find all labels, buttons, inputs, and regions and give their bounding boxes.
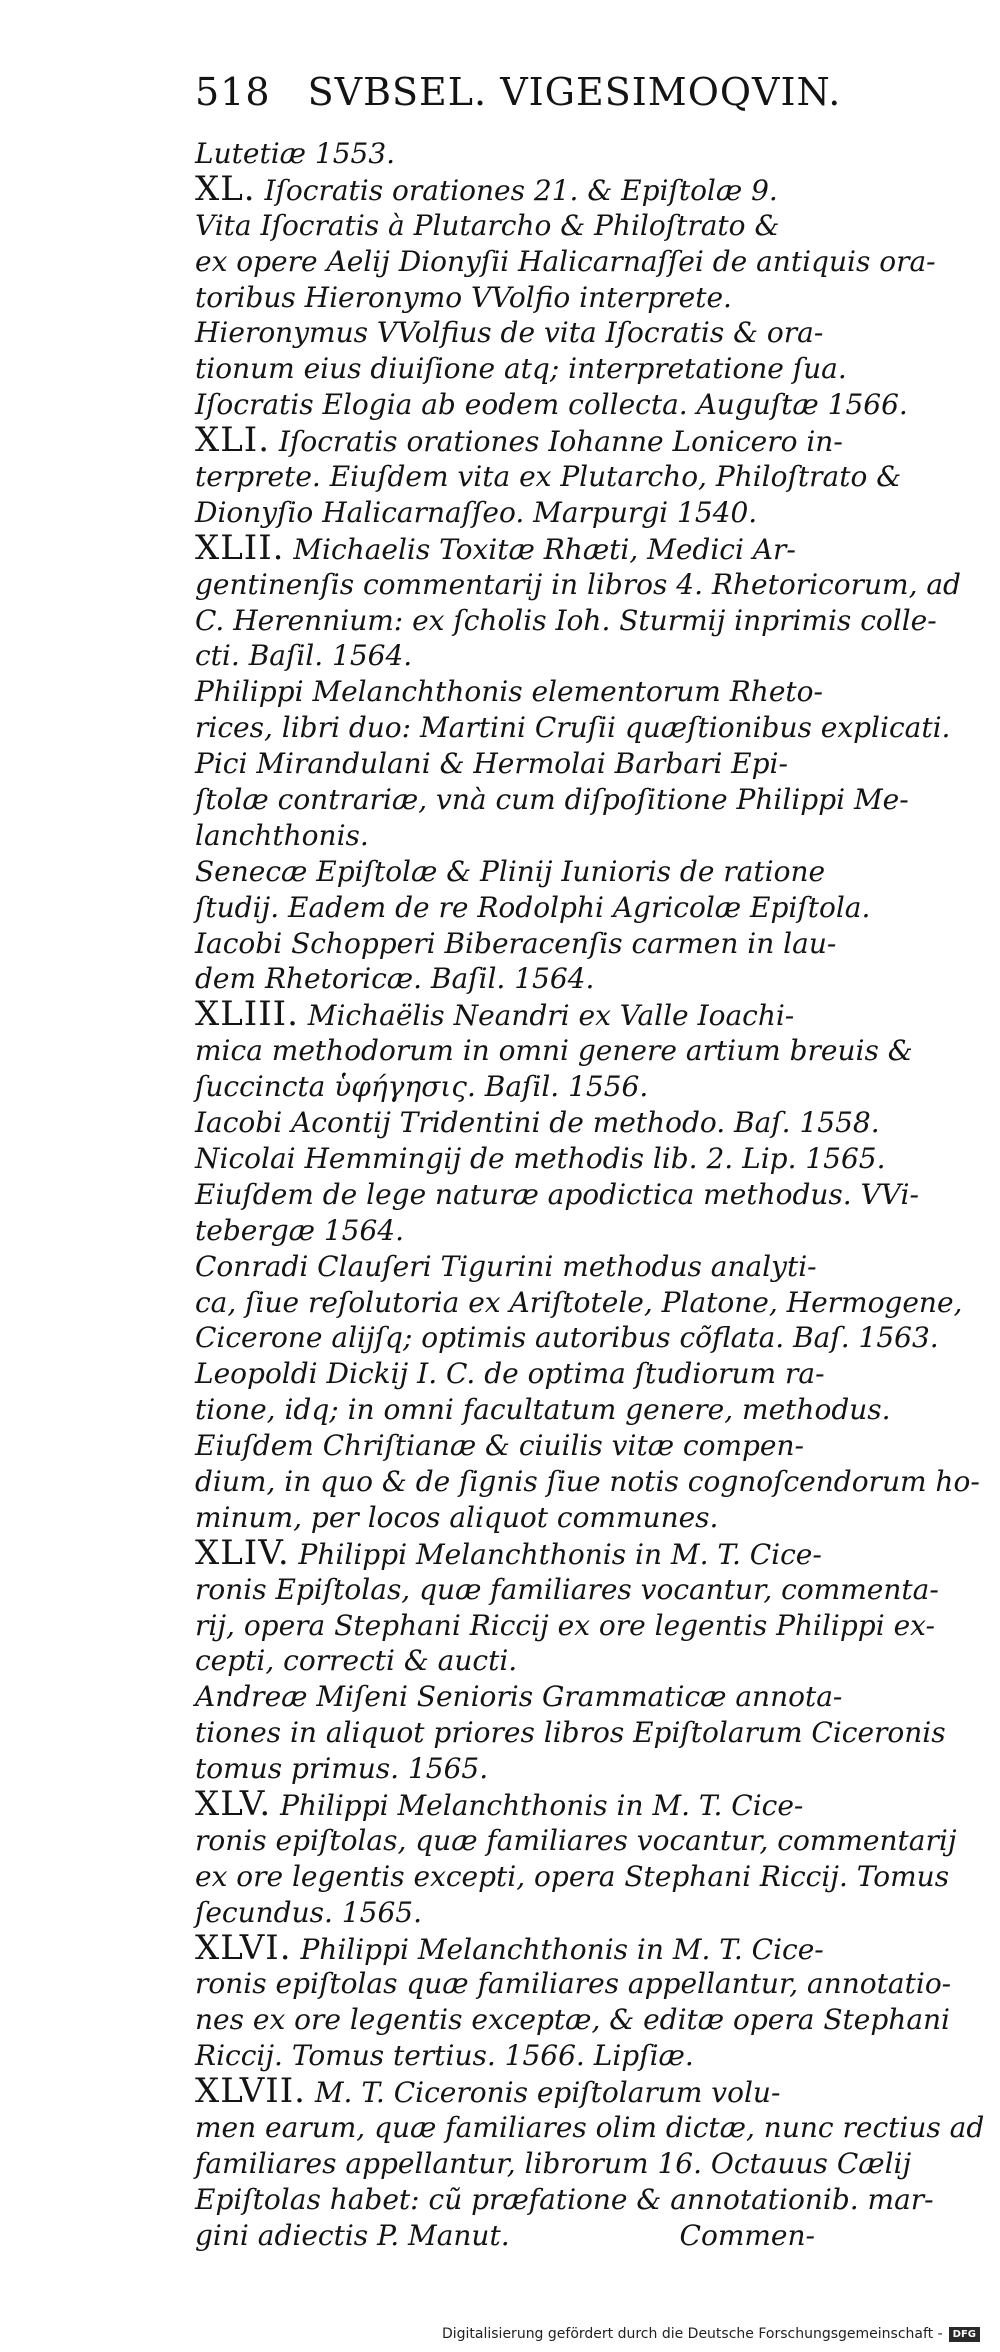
text-line: tomus primus. 1565. [195,1752,489,1786]
text-line: Pici Mirandulani & Hermolai Barbari Epi- [195,747,788,781]
entry-number: XLI. [195,420,271,461]
text-line: XLVII. M. T. Ciceronis epiſtolarum volu- [195,2071,781,2112]
entry-number: XLVII. [195,2071,306,2112]
text-line: cepti, correcti & aucti. [195,1644,518,1678]
text-line: lanchthonis. [195,818,369,852]
text-line: XLVI. Philippi Melanchthonis in M. T. Cice- [195,1927,824,1968]
text-line: XL. Iſocratis orationes 21. & Epiſtolæ 9. [195,168,778,209]
text-line: ronis epiſtolas, quæ familiares vocantur, commentarij [195,1823,957,1857]
text-line: Riccij. Tomus tertius. 1566. Lipſiæ. [195,2039,694,2073]
text-line: Iacobi Schopperi Biberacenſis carmen in lau- [195,926,837,960]
text-line: XLII. Michaelis Toxitæ Rhæti, Medici Ar- [195,527,796,568]
text-line: ex opere Aelij Dionyſii Halicarnaſſei de antiquis ora- [195,244,936,278]
text-line: Hieronymus VVolfius de vita Iſocratis & ora- [195,316,824,350]
text-line: XLIV. Philippi Melanchthonis in M. T. Cice- [195,1532,822,1573]
footer-credit: Digitalisierung gefördert durch die Deutsche Forschungsgemeinschaft - [441,2326,943,2342]
entry-number: XLIV. [195,1532,290,1573]
text-line: toribus Hieronymo VVolfio interprete. [195,280,732,314]
text-line: tione, idq; in omni facultatum genere, methodus. [195,1393,891,1427]
text-line: ronis epiſtolas quæ familiares appellantur, annotatio- [195,1967,952,2001]
text-line: Iacobi Acontij Tridentini de methodo. Baſ. 1558. [195,1106,880,1140]
text-line: XLIII. Michaëlis Neandri ex Valle Ioachi- [195,994,795,1035]
text-line: Nicolai Hemmingij de methodis lib. 2. Lip. 1565. [195,1141,886,1175]
digitization-footer [442,2326,980,2342]
body-text [195,136,985,2218]
text-line: Iſocratis Elogia ab eodem collecta. Auguſtæ 1566. [195,388,908,422]
text-line: ſtolæ contrariæ, vnà cum diſpoſitione Philippi Me- [195,783,909,817]
text-line: dium, in quo & de ſignis ſiue notis cognoſcendorum ho- [195,1464,980,1498]
text-line: Epiſtolas habet: cũ præfatione & annotationib. mar- [195,2182,934,2216]
page-text [195,70,985,2254]
text-line: tiones in aliquot priores libros Epiſtolarum Ciceronis [195,1716,946,1750]
text-line: rij, opera Stephani Riccij ex ore legentis Philippi ex- [195,1608,935,1642]
dfg-logo-icon: DFG [949,2327,980,2342]
text-line: tionum eius diuiſione atq; interpretatione ſua. [195,352,847,386]
entry-number: XL. [195,168,256,209]
text-line: gentinenſis commentarij in libros 4. Rhetoricorum, ad [195,567,961,601]
entry-number: XLIII. [195,994,299,1035]
text-line: ca, ſiue reſolutoria ex Ariſtotele, Platone, Hermogene, [195,1285,963,1319]
text-line: Eiuſdem de lege naturæ apodictica methodus. VVi- [195,1177,919,1211]
text-line: ex ore legentis excepti, opera Stephani Riccij. Tomus [195,1859,950,1893]
text-line: C. Herennium: ex ſcholis Ioh. Sturmij inprimis colle- [195,603,937,637]
text-line: ſtudij. Eadem de re Rodolphi Agricolæ Epiſtola. [195,890,871,924]
text-line: familiares appellantur, librorum 16. Octauus Cælij [195,2146,912,2180]
text-line: ſecundus. 1565. [195,1895,422,1929]
text-line: ronis Epiſtolas, quæ familiares vocantur, commenta- [195,1572,939,1606]
entry-number: XLVI. [195,1927,292,1968]
text-line: XLV. Philippi Melanchthonis in M. T. Cice- [195,1783,804,1824]
text-line: mica methodorum in omni genere artium breuis & [195,1034,913,1068]
text-line: Cicerone alijſq; optimis autoribus cõflata. Baſ. 1563. [195,1321,939,1355]
text-line: men earum, quæ familiares olim dictæ, nunc rectius ad [195,2110,985,2144]
text-line: Senecæ Epiſtolæ & Plinij Iunioris de ratione [195,854,826,888]
page-number: 518 [195,70,271,114]
text-line: dem Rhetoricæ. Baſil. 1564. [195,962,595,996]
text-line: rices, libri duo: Martini Cruſii quæſtionibus explicati. [195,711,951,745]
entry-number: XLII. [195,527,285,568]
text-line: tebergæ 1564. [195,1213,405,1247]
text-line: Leopoldi Dickij I. C. de optima ſtudiorum ra- [195,1357,825,1391]
text-line: Dionyſio Halicarnaſſeo. Marpurgi 1540. [195,495,758,529]
text-line: Philippi Melanchthonis elementorum Rheto- [195,675,823,709]
text-line: Lutetiæ 1553. [195,137,396,170]
text-line: Andreæ Miſeni Senioris Grammaticæ annota- [195,1680,843,1714]
text-line: terprete. Eiuſdem vita ex Plutarcho, Philoſtrato & [195,460,902,494]
catchword: Commen- [679,2218,815,2252]
text-line: Conradi Clauſeri Tigurini methodus analyti- [195,1249,817,1283]
text-line: ſuccincta ὑφήγησις. Baſil. 1556. [195,1070,649,1104]
text-line: nes ex ore legentis exceptæ, & editæ opera Stephani [195,2003,951,2037]
entry-number: XLV. [195,1783,272,1824]
text-line: minum, per locos aliquot communes. [195,1500,719,1534]
text-line: Eiuſdem Chriſtianæ & ciuilis vitæ compen- [195,1429,804,1463]
running-header [195,70,842,136]
text-line: gini adiectis P. Manut. [195,2218,510,2252]
text-line: cti. Baſil. 1564. [195,639,413,673]
last-line [195,2218,815,2254]
text-line: Vita Iſocratis à Plutarcho & Philoſtrato & [195,208,780,242]
running-title: SVBSEL. VIGESIMOQVIN. [307,70,842,114]
text-line: XLI. Iſocratis orationes Iohanne Lonicero in- [195,420,843,461]
